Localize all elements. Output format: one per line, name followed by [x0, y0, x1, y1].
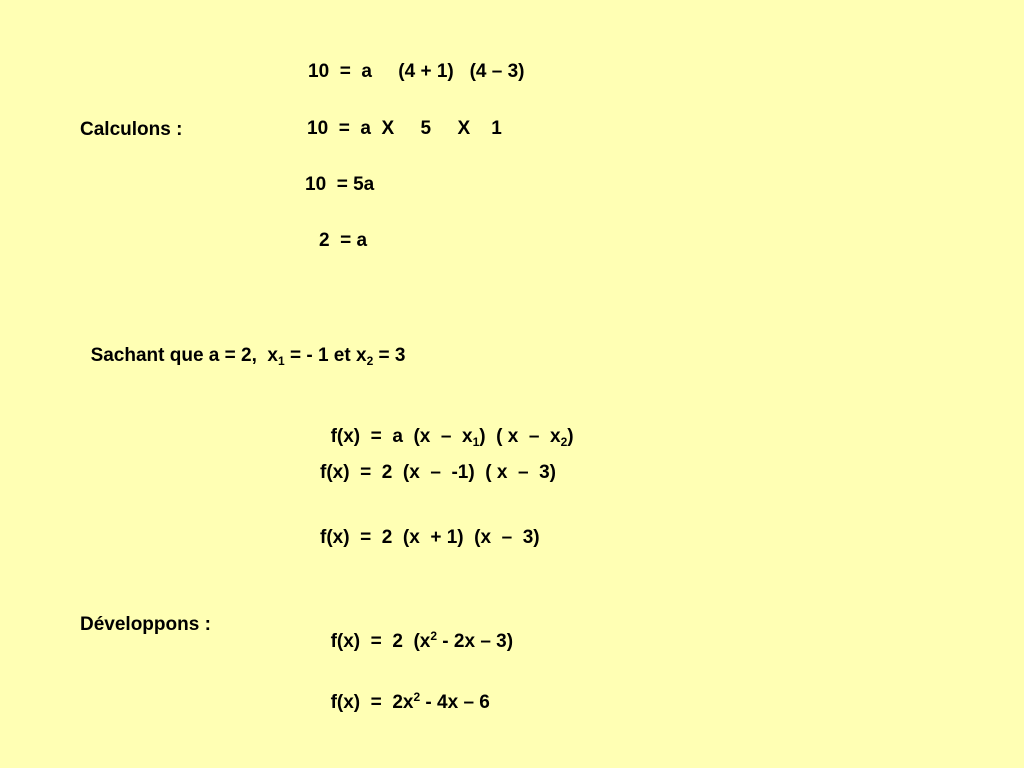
equation-fx-factored-general	[320, 408, 574, 449]
equation-10-equals-a-times-5-times-1: 10 = a X 5 X 1	[307, 118, 502, 139]
equation-part: f(x) = 2x	[330, 692, 414, 713]
equation-part: f(x) = a (x – x	[330, 426, 473, 447]
equation-fx-partially-expanded	[320, 613, 513, 651]
equation-part: )	[567, 426, 574, 447]
equation-10-equals-5a: 10 = 5a	[305, 174, 375, 195]
subscript-2: 2	[366, 354, 374, 368]
superscript-2: 2	[413, 690, 421, 704]
superscript-2: 2	[430, 629, 438, 643]
label-calculons: Calculons :	[80, 119, 183, 140]
equation-2-equals-a: 2 = a	[319, 230, 368, 251]
statement-part: Sachant que a = 2, x	[90, 345, 279, 366]
equation-fx-factored-simplified: f(x) = 2 (x + 1) (x – 3)	[320, 527, 540, 548]
equation-fx-substituted: f(x) = 2 (x – -1) ( x – 3)	[320, 462, 556, 483]
equation-fx-expanded	[320, 674, 490, 712]
label-developpons: Développons :	[80, 614, 211, 635]
statement-part: = - 1 et x	[284, 345, 367, 366]
statement-sachant-que	[80, 327, 406, 368]
equation-part: - 4x – 6	[420, 692, 490, 713]
equation-part: f(x) = 2 (x	[330, 631, 431, 652]
subscript-1: 1	[278, 354, 285, 368]
equation-10-equals-a-product: 10 = a (4 + 1) (4 – 3)	[308, 61, 525, 82]
equation-part: ) ( x – x	[479, 426, 561, 447]
equation-part: - 2x – 3)	[437, 631, 514, 652]
subscript-1: 1	[472, 435, 480, 449]
subscript-2: 2	[560, 435, 568, 449]
statement-part: = 3	[373, 345, 406, 366]
